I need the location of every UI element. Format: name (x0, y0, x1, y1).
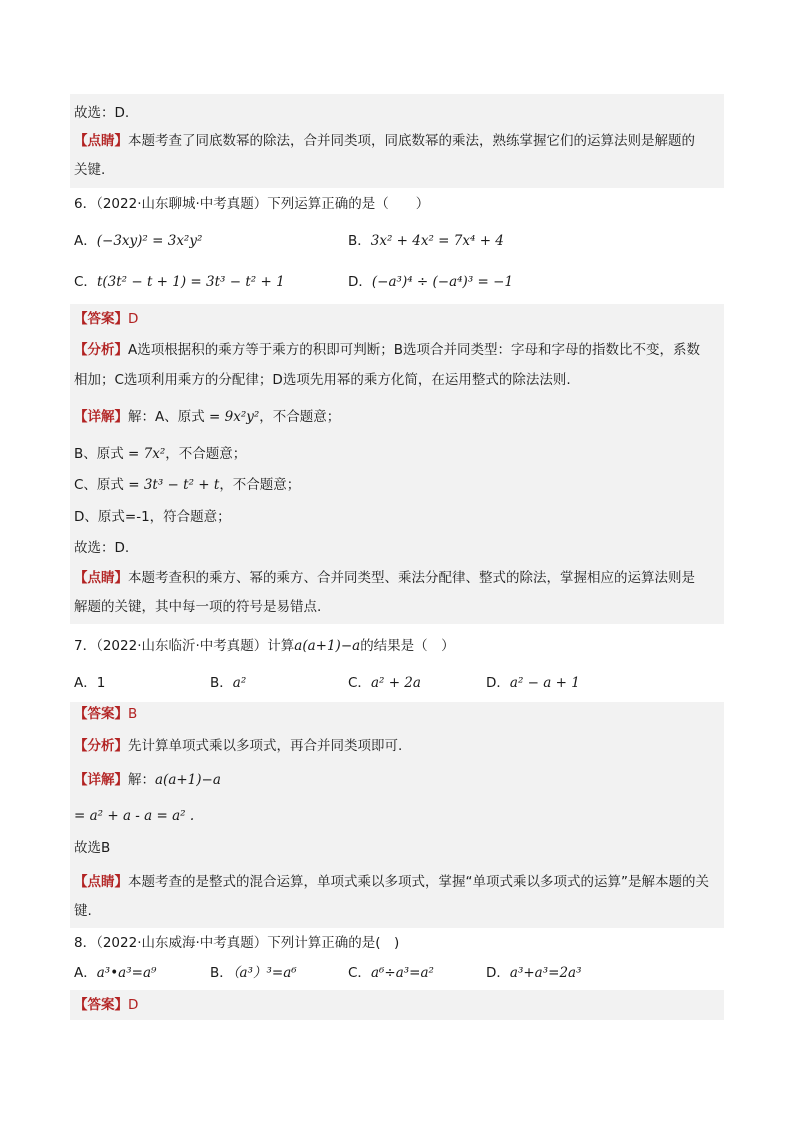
detail-math: a(a+1)−a (155, 772, 221, 788)
q5-solution-tail (70, 94, 724, 188)
q7-option-c (348, 673, 421, 693)
q7-solution (70, 702, 724, 928)
option-math: a⁶÷a³=a² (370, 965, 434, 981)
q8-answer (74, 995, 138, 1015)
detail-text: 解： (128, 772, 155, 788)
detail-text: 解：A、原式 = (128, 409, 225, 425)
answer-value: D (128, 997, 139, 1013)
q7-option-b (210, 673, 246, 693)
analysis-tag: 【分析】 (74, 342, 128, 358)
option-label: B． (210, 965, 233, 981)
answer-tag: 【答案】 (74, 706, 128, 722)
q6-option-a (74, 231, 202, 251)
option-math: 1 (96, 675, 106, 691)
q6-option-d (348, 272, 513, 292)
analysis-text: 先计算单项式乘以多项式，再合并同类项即可. (128, 738, 403, 754)
option-label: C． (74, 274, 97, 290)
q5-comment-line2: 关键. (74, 162, 106, 178)
q6-detail-line2 (74, 444, 246, 464)
option-math: (−3xy)² = 3x²y² (96, 233, 203, 249)
option-math: (−a³)⁴ ÷ (−a⁴)³ = −1 (371, 274, 514, 290)
q6-conclusion: 故选：D. (74, 540, 130, 556)
answer-tag: 【答案】 (74, 997, 128, 1013)
stem-math: a(a+1)−a (294, 638, 361, 654)
q7-comment-line2: 键. (74, 903, 92, 919)
detail-text: ，不合题意； (165, 446, 247, 462)
q7-stem (74, 636, 455, 656)
detail-text: C、原式 = (74, 477, 144, 493)
comment-text: 本题考查积的乘方、幂的乘方、合并同类型、乘法分配律、整式的除法，掌握相应的运算法则是 (128, 570, 695, 586)
detail-math: 9x²y² (224, 409, 260, 425)
q6-answer (74, 309, 138, 329)
comment-tag: 【点睛】 (74, 874, 128, 890)
detail-text: ，不合题意； (219, 477, 301, 493)
option-label: A． (74, 233, 97, 249)
option-label: C． (348, 965, 371, 981)
q5-comment-text: 本题考查了同底数幂的除法，合并同类项，同底数幂的乘法，熟练掌握它们的运算法则是解题的 (128, 133, 695, 149)
option-label: A． (74, 965, 97, 981)
q7-conclusion: 故选B (74, 840, 111, 856)
q6-solution (70, 304, 724, 624)
q7-comment-line1 (74, 872, 709, 892)
q6-comment-line2: 解题的关键，其中每一项的符号是易错点. (74, 599, 322, 615)
detail-tag: 【详解】 (74, 772, 128, 788)
comment-tag: 【点睛】 (74, 570, 128, 586)
q7-detail-line1 (74, 770, 221, 790)
q7-option-d (486, 673, 580, 693)
q8-option-c (348, 963, 434, 983)
detail-math: 3t³ − t² + t (143, 477, 220, 493)
detail-text: ，不合题意； (259, 409, 341, 425)
q5-comment-line1 (74, 131, 695, 151)
q6-detail-line3 (74, 475, 300, 495)
q6-comment-line1 (74, 568, 695, 588)
q7-analysis (74, 736, 402, 756)
q6-detail-line1 (74, 407, 340, 427)
option-label: D． (348, 274, 372, 290)
q6-option-b (348, 231, 504, 251)
option-math: a³•a³=a⁹ (96, 965, 157, 981)
option-label: A． (74, 675, 97, 691)
q8-option-b (210, 963, 297, 983)
comment-text: 本题考查的是整式的混合运算，单项式乘以多项式，掌握“单项式乘以多项式的运算”是解本题的关 (128, 874, 709, 890)
option-math: a² (232, 675, 247, 691)
stem-text: 7．（2022·山东临沂·中考真题）计算 (74, 638, 295, 654)
answer-value: D (128, 311, 139, 327)
q6-option-c (74, 272, 285, 292)
q7-option-a (74, 673, 105, 693)
q6-analysis-line1 (74, 340, 700, 360)
option-math: a² + 2a (370, 675, 421, 691)
option-label: B． (348, 233, 371, 249)
comment-tag: 【点睛】 (74, 133, 128, 149)
stem-text: 的结果是（ ） (360, 638, 455, 654)
option-label: C． (348, 675, 371, 691)
option-label: D． (486, 965, 510, 981)
option-math: a³+a³=2a³ (509, 965, 582, 981)
option-math: （a³）³=a⁶ (232, 965, 297, 981)
detail-math: 7x² (143, 446, 166, 462)
answer-tag: 【答案】 (74, 311, 128, 327)
q5-conclusion: 故选：D. (74, 105, 130, 121)
q7-answer (74, 704, 137, 724)
option-label: D． (486, 675, 510, 691)
q8-stem: 8．（2022·山东威海·中考真题）下列计算正确的是( ) (74, 935, 400, 951)
answer-value: B (128, 706, 138, 722)
option-math: a² − a + 1 (509, 675, 580, 691)
option-label: B． (210, 675, 233, 691)
detail-tag: 【详解】 (74, 409, 128, 425)
q8-option-a (74, 963, 156, 983)
q6-stem: 6．（2022·山东聊城·中考真题）下列运算正确的是（ ） (74, 196, 430, 212)
analysis-tag: 【分析】 (74, 738, 128, 754)
option-math: t(3t² − t + 1) = 3t³ − t² + 1 (96, 274, 285, 290)
q8-option-d (486, 963, 582, 983)
q7-detail-step2: = a² + a - a = a² . (74, 808, 195, 824)
option-math: 3x² + 4x² = 7x⁴ + 4 (370, 233, 504, 249)
detail-text: B、原式 = (74, 446, 144, 462)
q8-solution (70, 990, 724, 1020)
q6-analysis-line2: 相加；C选项利用乘方的分配律；D选项先用幂的乘方化简，在运用整式的除法法则. (74, 372, 571, 388)
q6-detail-line4: D、原式=-1，符合题意； (74, 509, 231, 525)
analysis-text: A选项根据积的乘方等于乘方的积即可判断；B选项合并同类型：字母和字母的指数比不变，系数 (128, 342, 700, 358)
